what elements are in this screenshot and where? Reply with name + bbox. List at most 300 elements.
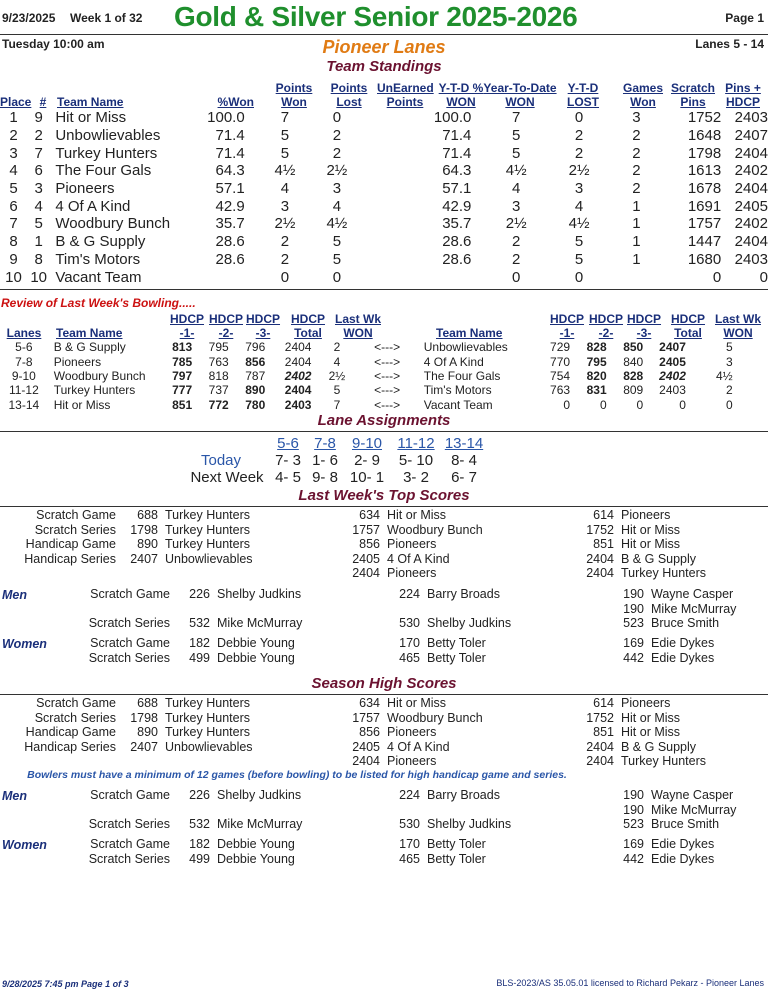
col-unearned: UnEarned Points [377,81,434,109]
today-label: Today [200,452,242,469]
standings-cell: 2405 [734,197,768,215]
score-name: Unbowlievables [165,739,253,754]
standings-cell [361,127,412,145]
review-col-won-b: Last Wk WON [714,312,761,340]
review-cell: Unbowlievables [423,340,508,355]
review-col-g1-b: HDCP -1- [550,312,585,340]
score-row [0,754,764,769]
standings-cell: 0 [332,109,342,127]
standings-cell: 2407 [734,127,768,145]
score-name: Mike McMurray [217,817,303,832]
review-cell: 2402 [659,368,686,383]
review-row [0,369,768,383]
standings-row [0,144,768,162]
standings-cell: 3 [9,144,18,162]
review-cell: Hit or Miss [53,397,111,412]
score-value: 2405 [352,551,380,566]
col-points-won: Points Won [275,81,313,109]
standings-cell: 0 [512,268,521,286]
score-value: 465 [399,851,420,866]
standings-cell: 1 [632,215,641,233]
score-value: 224 [399,788,420,803]
lane-pair: 5-6 [277,434,299,452]
standings-cell: 5 [574,250,584,268]
week-label: Week 1 of 32 [70,11,143,25]
standings-cell: 35.7 [215,215,245,233]
score-value: 530 [399,616,420,631]
standings-cell: 1678 [687,180,722,198]
score-value: 856 [359,537,380,552]
score-value: 190 [623,788,644,803]
standings-cell: 1798 [687,144,722,162]
score-value: 890 [137,725,158,740]
review-cell: 4 [333,354,341,369]
score-name: Hit or Miss [387,508,447,523]
review-col-g2-b: HDCP -2- [589,312,624,340]
standings-cell: 71.4 [215,127,245,145]
standings-table [0,109,768,286]
standings-cell: 5 [332,233,342,251]
score-name: Turkey Hunters [165,508,250,523]
standings-cell: B & G Supply [55,233,146,251]
standings-cell: 2404 [734,233,768,251]
review-title: Review of Last Week's Bowling..... [1,296,196,310]
standings-cell: Unbowlievables [55,127,161,145]
review-cell: 772 [208,397,229,412]
score-category: Scratch Game [36,696,116,711]
top-scores-team-table [0,508,764,581]
review-col-lanes: Lanes [6,326,42,340]
score-name: 4 Of A Kind [387,551,450,566]
standings-cell [412,268,484,286]
score-category: Handicap Series [24,551,116,566]
standings-cell: 4½ [568,215,590,233]
score-row [0,523,764,538]
standings-cell: 1752 [687,109,722,127]
score-category: Scratch Series [88,650,170,665]
score-row [0,537,764,552]
standings-cell: 3 [34,180,43,198]
score-name: Pioneers [387,754,437,769]
score-row [0,725,764,740]
standings-cell: 1 [9,109,18,127]
standings-cell: 28.6 [442,250,472,268]
versus-arrow: <---> [374,354,401,369]
score-row [0,602,764,617]
today-pairing: 7- 3 [275,452,301,469]
standings-cell [361,109,412,127]
standings-cell: 4 [512,180,521,198]
review-cell: 5 [725,340,733,355]
review-cell: 13-14 [8,397,40,412]
score-value: 1757 [352,522,380,537]
standings-cell: 2 [632,180,641,198]
review-cell: 763 [550,383,571,398]
score-value: 190 [623,601,644,616]
review-cell: 11-12 [8,383,39,398]
score-value: 499 [189,851,210,866]
review-cell: Vacant Team [423,397,493,412]
standings-cell: Woodbury Bunch [55,215,171,233]
page-number: Page 1 [725,11,764,25]
standings-cell: 4 [280,180,290,198]
score-row [0,587,764,602]
standings-cell: The Four Gals [55,162,152,180]
standings-cell: 57.1 [442,180,472,198]
review-cell: 2402 [284,368,312,383]
review-cell: 2 [725,383,733,398]
review-row [0,383,768,397]
standings-cell: 5 [9,180,18,198]
score-name: Betty Toler [427,636,486,651]
col-points-lost: Points Lost [330,81,368,109]
review-cell: 2407 [659,340,686,355]
score-row [0,837,764,852]
score-value: 442 [623,851,644,866]
review-cell: 2 [333,340,341,355]
score-value: 523 [623,817,644,832]
standings-cell: 3 [512,197,521,215]
score-value: 182 [189,636,210,651]
col-games-won: Games Won [622,81,664,109]
score-name [420,602,606,617]
standings-cell: 4 Of A Kind [55,197,131,215]
score-name: Pioneers [621,696,671,711]
report-date: 9/23/2025 [2,11,56,25]
standings-cell: 5 [280,144,290,162]
score-category: Scratch Series [88,817,170,832]
review-cell: 737 [208,383,229,398]
standings-cell: 0 [332,268,342,286]
score-name: Barry Broads [427,788,500,803]
standings-cell: 57.1 [215,180,245,198]
score-category: Scratch Game [36,508,116,523]
review-cell: Tim's Motors [423,383,492,398]
score-row [0,711,764,726]
standings-cell: 9 [9,250,18,268]
score-value: 634 [359,696,380,711]
standings-cell: 2 [9,127,18,145]
score-name [420,803,606,818]
score-name: 4 Of A Kind [387,739,450,754]
score-name: Shelby Judkins [427,616,512,631]
standings-row [0,127,768,145]
standings-title: Team Standings [326,58,442,75]
review-cell: 785 [172,354,193,369]
score-name: Hit or Miss [387,696,447,711]
review-cell: 828 [586,340,607,355]
col-pins-hdcp: Pins + HDCP [725,81,761,109]
review-cell: Pioneers [53,354,102,369]
score-name: Hit or Miss [621,522,681,537]
score-value: 226 [189,587,210,602]
standings-cell: 4 [34,197,43,215]
score-name: Mike McMurray [651,802,737,817]
review-cell: 850 [623,340,644,355]
standings-cell: 71.4 [215,144,245,162]
standings-cell: 2 [34,127,43,145]
lane-pair: 7-8 [314,434,336,452]
score-name: Edie Dykes [651,837,715,852]
score-value: 169 [623,636,644,651]
top-scores-men-table [0,587,764,631]
score-name: Hit or Miss [621,537,681,552]
versus-arrow: <---> [374,383,401,398]
score-value: 634 [359,508,380,523]
score-value: 688 [137,696,158,711]
review-cell: 831 [586,383,607,398]
score-name: Turkey Hunters [165,522,250,537]
score-value [384,803,420,818]
score-value: 170 [399,636,420,651]
score-category: Scratch Game [90,636,170,651]
score-name: Betty Toler [427,851,486,866]
score-value: 442 [623,650,644,665]
score-name: Debbie Young [217,851,295,866]
score-name: Turkey Hunters [621,566,706,581]
review-cell: 2403 [659,383,686,398]
score-category: Scratch Series [88,851,170,866]
standings-cell: 5 [574,233,584,251]
review-cell: 796 [245,340,266,355]
standings-cell: 8 [34,250,43,268]
review-cell: 754 [550,368,571,383]
score-category: Scratch Series [88,616,170,631]
score-value: 190 [623,587,644,602]
review-cell: 818 [208,368,229,383]
standings-cell: 4½ [274,162,296,180]
standings-cell [609,268,663,286]
score-value: 2404 [352,566,380,581]
review-cell: 0 [563,397,571,412]
footer-license: BLS-2023/AS 35.05.01 licensed to Richard Pekarz - Pioneer Lanes [496,978,764,988]
score-name: Wayne Casper [651,587,734,602]
standings-cell: 6 [34,162,43,180]
standings-cell: 28.6 [442,233,472,251]
col-place: Place [0,95,32,109]
review-cell: 2405 [659,354,686,369]
score-row [0,817,764,832]
score-value: 182 [189,837,210,852]
col-team-name: Team Name [57,95,124,109]
review-cell: B & G Supply [53,340,126,355]
standings-row [0,251,768,269]
review-cell: Turkey Hunters [53,383,136,398]
score-name: B & G Supply [621,739,697,754]
standings-cell: 2403 [734,250,768,268]
review-row [0,398,768,412]
score-value: 190 [623,802,644,817]
score-value: 2404 [586,754,614,769]
versus-arrow: <---> [374,340,401,355]
standings-cell: 1 [632,250,641,268]
score-value: 856 [359,725,380,740]
col-pct-won: %Won [217,95,254,109]
score-name: Turkey Hunters [165,710,250,725]
standings-cell: 10 [30,268,47,286]
standings-cell: 71.4 [442,127,472,145]
standings-cell: 5 [512,127,521,145]
score-name: Turkey Hunters [621,754,706,769]
standings-cell: 28.6 [215,250,245,268]
top-men-label: Men [2,588,27,602]
standings-cell: 0 [574,109,584,127]
score-category [0,754,116,769]
standings-row [0,268,768,286]
col-number: # [39,95,47,109]
score-name: Pioneers [387,537,437,552]
review-cell: 7-8 [15,354,33,369]
review-cell: 729 [550,340,571,355]
review-cell: 890 [245,383,266,398]
score-value: 499 [189,650,210,665]
standings-cell: 100.0 [207,109,245,127]
score-category: Scratch Game [90,587,170,602]
score-name: Debbie Young [217,837,295,852]
standings-cell: 4½ [326,215,348,233]
standings-cell: 0 [712,268,722,286]
review-cell: 4 Of A Kind [423,354,484,369]
score-value: 2405 [352,739,380,754]
standings-row [0,233,768,251]
season-high-title: Season High Scores [311,675,457,692]
lane-pair: 9-10 [351,434,383,452]
standings-cell [361,251,412,269]
score-name: Debbie Young [217,650,295,665]
standings-cell: 2 [512,233,521,251]
review-table [0,340,768,412]
standings-cell: 2 [332,127,342,145]
col-ytd-won: Year-To-Date WON [483,81,557,109]
score-category: Handicap Series [24,739,116,754]
review-cell: 795 [208,340,229,355]
score-value: 2404 [586,566,614,581]
standings-cell: 10 [5,268,22,286]
standings-cell: 4 [332,197,342,215]
standings-cell: 35.7 [442,215,472,233]
score-name: Woodbury Bunch [387,710,483,725]
standings-cell: 7 [512,109,521,127]
score-name: Wayne Casper [651,788,734,803]
score-row [0,508,764,523]
next-week-pairing: 9- 8 [312,469,338,486]
top-women-label: Women [2,637,47,651]
lane-assign-title: Lane Assignments [317,412,451,429]
next-week-pairing: 4- 5 [275,469,301,486]
review-cell: 0 [636,397,644,412]
standings-cell: 2½ [505,215,527,233]
score-value: 2407 [130,551,158,566]
season-men-label: Men [2,789,27,803]
score-name: Woodbury Bunch [387,522,483,537]
standings-cell: 2½ [274,215,296,233]
standings-cell: 28.6 [215,233,245,251]
review-cell: 7 [333,397,341,412]
standings-cell [361,180,412,198]
review-cell: 780 [245,397,266,412]
standings-cell: 1 [34,233,43,251]
score-row [0,566,764,581]
standings-cell: 3 [280,197,290,215]
score-value: 523 [623,616,644,631]
score-value: 1752 [586,710,614,725]
review-col-won: Last Wk WON [334,312,381,340]
standings-cell: 4½ [505,162,527,180]
score-value [116,566,158,581]
review-cell: 5-6 [15,340,33,355]
review-cell: 851 [172,397,193,412]
score-name: Edie Dykes [651,636,715,651]
league-title: Gold & Silver Senior 2025-2026 [174,1,578,32]
season-men-table [0,788,764,832]
review-cell: 820 [586,368,607,383]
score-row [0,852,764,867]
review-col-team: Team Name [56,326,123,340]
lane-assign-grid [184,434,486,486]
lane-pair: 13-14 [444,434,484,452]
review-cell: 2404 [284,354,312,369]
score-value: 226 [189,788,210,803]
day-time: Tuesday 10:00 am [2,37,105,51]
score-value: 614 [593,508,614,523]
score-value: 169 [623,837,644,852]
standings-cell: 3 [632,109,641,127]
standings-row [0,109,768,127]
score-value: 2404 [586,551,614,566]
versus-arrow: <---> [374,397,401,412]
top-scores-title: Last Week's Top Scores [298,487,470,504]
review-cell: Woodbury Bunch [53,368,146,383]
standings-cell [361,197,412,215]
score-name: Edie Dykes [651,650,715,665]
standings-cell: 2 [632,144,641,162]
review-cell: 797 [172,368,193,383]
col-ytd-pct: Y-T-D % WON [438,81,484,109]
score-value: 224 [399,587,420,602]
review-col-total-b: HDCP Total [670,312,705,340]
score-name: Barry Broads [427,587,500,602]
review-cell: 5 [333,383,341,398]
review-col-g1: HDCP -1- [170,312,205,340]
score-row [0,803,764,818]
standings-cell: 1 [632,233,641,251]
standings-cell: 0 [574,268,584,286]
season-note: Bowlers must have a minimum of 12 games (before bowling) to be listed for high handicap game and series. [27,769,567,781]
standings-cell [361,268,412,286]
score-row [0,788,764,803]
score-value: 688 [137,508,158,523]
score-row [0,740,764,755]
score-category [0,602,170,617]
standings-cell: 5 [512,144,521,162]
score-name: Betty Toler [427,650,486,665]
standings-cell: 4 [9,162,18,180]
review-cell: 2403 [284,397,312,412]
review-cell: 763 [208,354,229,369]
score-name [210,602,384,617]
standings-cell: 1613 [687,162,722,180]
score-value: 532 [189,817,210,832]
standings-cell: 71.4 [442,144,472,162]
standings-cell: 1447 [687,233,722,251]
standings-cell: 2½ [326,162,348,180]
standings-cell: 100.0 [433,109,472,127]
standings-cell: 2 [574,127,584,145]
score-value: 890 [137,537,158,552]
review-cell: 0 [679,397,686,412]
today-pairing: 2- 9 [354,452,380,469]
score-value [384,602,420,617]
